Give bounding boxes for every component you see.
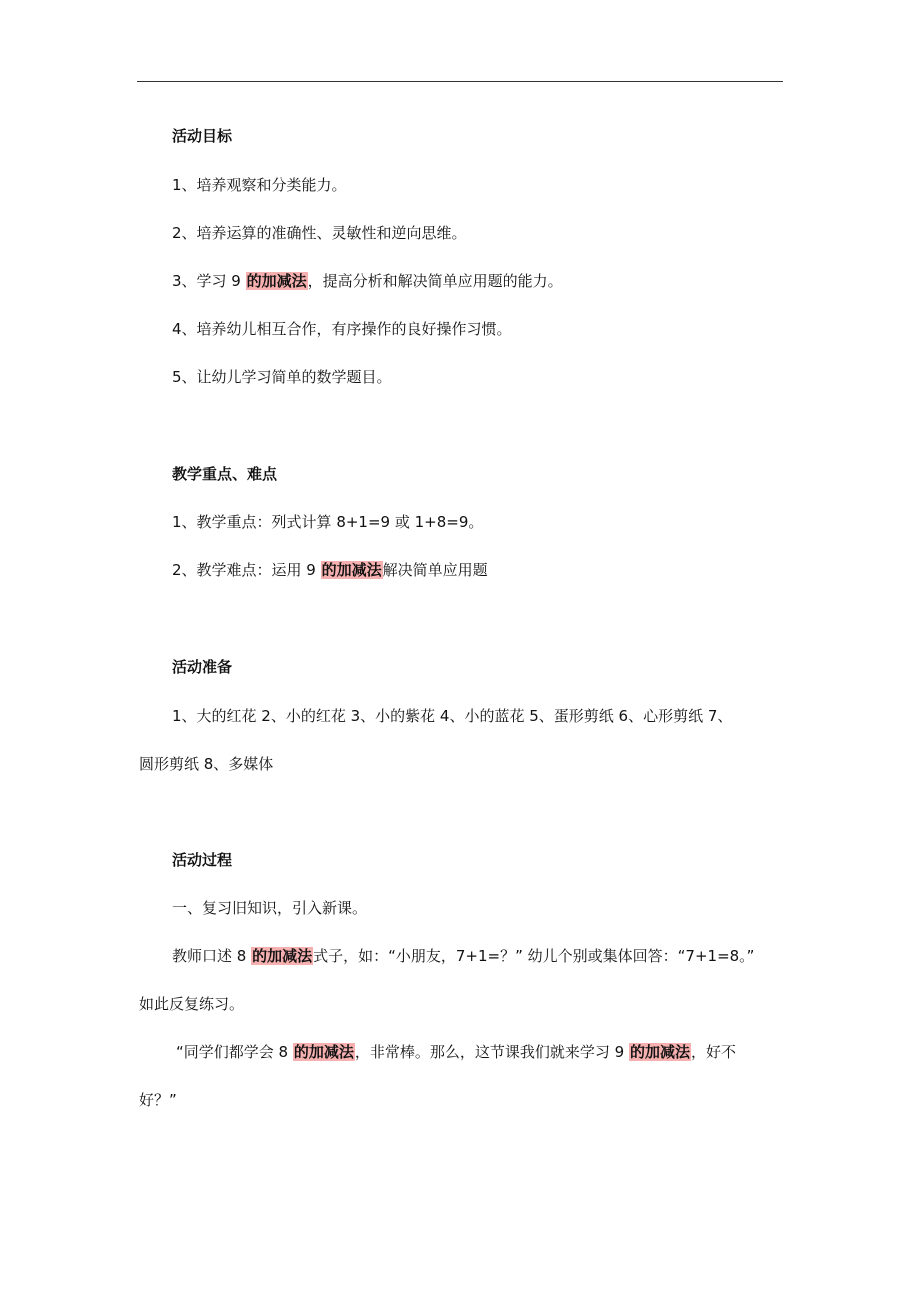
goal-item-3-pre: 3、学习 9: [172, 272, 246, 290]
key-point-2-pre: 2、教学难点：运用 9: [172, 561, 321, 579]
heading-key-points: 教学重点、难点: [172, 465, 278, 483]
key-point-2: [172, 560, 488, 580]
process-paragraph-1: [172, 946, 754, 966]
heading-goals: 活动目标: [172, 127, 233, 145]
heading-preparation: 活动准备: [172, 658, 233, 676]
preparation-line-2: 圆形剪纸 8、多媒体: [139, 755, 274, 773]
highlight-term: 的加减法: [246, 272, 307, 290]
goal-item-4: 4、培养幼儿相互合作，有序操作的良好操作习惯。: [172, 320, 512, 338]
goal-item-3-post: ，提高分析和解决简单应用题的能力。: [307, 272, 563, 290]
goal-item-3: [172, 271, 563, 291]
highlight-term: 的加减法: [321, 561, 382, 579]
goal-item-5: 5、让幼儿学习简单的数学题目。: [172, 368, 392, 386]
heading-process: 活动过程: [172, 851, 233, 869]
header-rule: [137, 81, 783, 82]
preparation-line-1: 1、大的红花 2、小的红花 3、小的紫花 4、小的蓝花 5、蛋形剪纸 6、心形剪纸 7、: [172, 707, 733, 725]
process-paragraph-1-post: 式子，如：“小朋友，7+1=？” 幼儿个别或集体回答：“7+1=8。”: [313, 947, 755, 965]
process-paragraph-2-cont: 好？”: [139, 1091, 177, 1109]
key-point-1: 1、教学重点：列式计算 8+1=9 或 1+8=9。: [172, 513, 484, 531]
process-paragraph-2: [176, 1042, 736, 1062]
highlight-term: 的加减法: [252, 947, 313, 965]
highlight-term: 的加减法: [293, 1043, 354, 1061]
process-paragraph-2-post: ，好不: [690, 1043, 736, 1061]
process-paragraph-1-cont: 如此反复练习。: [139, 995, 245, 1013]
process-paragraph-2-pre: “同学们都学会 8: [176, 1043, 293, 1061]
goal-item-1: 1、培养观察和分类能力。: [172, 176, 347, 194]
process-paragraph-2-mid: ，非常棒。那么，这节课我们就来学习 9: [354, 1043, 629, 1061]
process-step-1: 一、复习旧知识，引入新课。: [172, 899, 368, 917]
key-point-2-post: 解决简单应用题: [382, 561, 488, 579]
process-paragraph-1-pre: 教师口述 8: [172, 947, 252, 965]
goal-item-2: 2、培养运算的准确性、灵敏性和逆向思维。: [172, 224, 467, 242]
highlight-term: 的加减法: [629, 1043, 690, 1061]
